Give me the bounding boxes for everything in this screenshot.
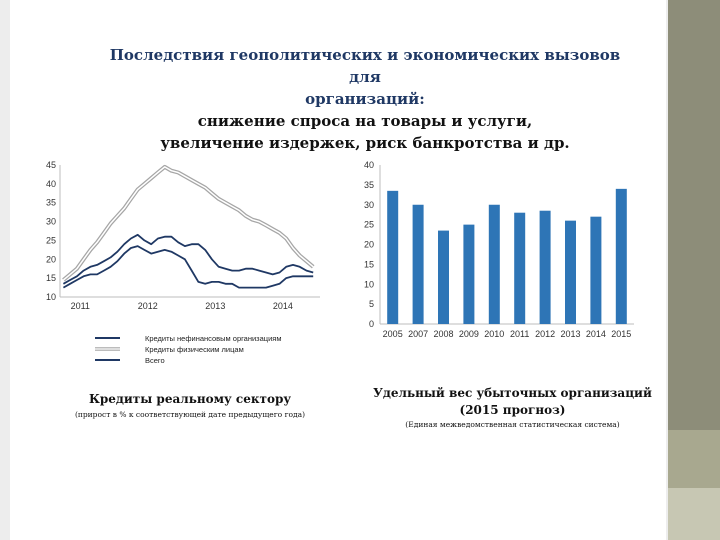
decorative-band-bottom — [668, 488, 720, 540]
y-tick-label: 30 — [45, 216, 56, 227]
x-tick-label: 2015 — [611, 329, 632, 339]
bar — [463, 225, 474, 324]
bar — [590, 217, 601, 324]
x-tick-label: 2013 — [205, 301, 226, 311]
bar — [616, 189, 627, 324]
right-chart-caption: Удельный вес убыточных организаций (2015 прогноз) — [373, 386, 652, 417]
y-tick-label: 5 — [368, 299, 374, 310]
title-line-3: снижение спроса на товары и услуги, — [197, 112, 533, 130]
decorative-band-middle — [668, 430, 720, 488]
x-tick-label: 2011 — [510, 329, 530, 339]
y-tick-label: 25 — [45, 235, 56, 246]
x-tick-label: 2010 — [484, 329, 505, 339]
x-tick-label: 2005 — [382, 329, 403, 339]
decorative-band-top — [668, 0, 720, 430]
y-tick-label: 20 — [45, 254, 56, 265]
credit-line-chart — [30, 155, 330, 380]
x-tick-label: 2007 — [408, 329, 429, 339]
y-tick-label: 20 — [363, 239, 374, 250]
x-tick-label: 2008 — [433, 329, 454, 339]
x-tick-label: 2012 — [535, 329, 556, 339]
y-tick-label: 15 — [363, 259, 374, 270]
y-tick-label: 35 — [363, 179, 374, 190]
y-tick-label: 0 — [368, 319, 374, 329]
x-tick-label: 2011 — [70, 301, 90, 311]
title-line-2: организаций: — [305, 90, 425, 108]
y-tick-label: 10 — [45, 292, 56, 302]
x-tick-label: 2012 — [137, 301, 158, 311]
title-line-4: увеличение издержек, риск банкротства и др. — [160, 134, 570, 152]
series-line — [63, 235, 313, 284]
bar — [413, 205, 424, 324]
bar — [387, 191, 398, 324]
bar — [540, 211, 551, 324]
legend-label: Всего — [145, 356, 165, 365]
y-tick-label: 35 — [45, 197, 56, 208]
x-tick-label: 2009 — [458, 329, 479, 339]
title-line-1: Последствия геополитических и экономических вызовов для — [109, 46, 621, 86]
slide-title — [100, 44, 630, 154]
bar — [438, 231, 449, 324]
loss-share-bar-chart — [352, 155, 642, 345]
left-chart-caption: Кредиты реальному сектору — [88, 392, 292, 406]
y-tick-label: 15 — [45, 273, 56, 284]
y-tick-label: 30 — [363, 199, 374, 210]
series-line — [63, 246, 313, 288]
x-tick-label: 2014 — [272, 301, 293, 311]
y-tick-label: 10 — [363, 279, 374, 290]
left-chart-subcaption: (прирост в % к соответствующей дате предыдущего года) — [74, 410, 306, 419]
x-tick-label: 2013 — [560, 329, 581, 339]
bar — [514, 213, 525, 324]
y-tick-label: 25 — [363, 219, 374, 230]
x-tick-label: 2014 — [585, 329, 606, 339]
y-tick-label: 45 — [45, 160, 56, 170]
bar — [565, 221, 576, 324]
legend-label: Кредиты нефинансовым организациям — [145, 334, 282, 343]
bar — [489, 205, 500, 324]
y-tick-label: 40 — [45, 178, 56, 189]
legend-label: Кредиты физическим лицам — [145, 345, 244, 354]
y-tick-label: 40 — [363, 160, 374, 170]
right-chart-subcaption: (Единая межведомственная статистическая система) — [405, 420, 620, 429]
